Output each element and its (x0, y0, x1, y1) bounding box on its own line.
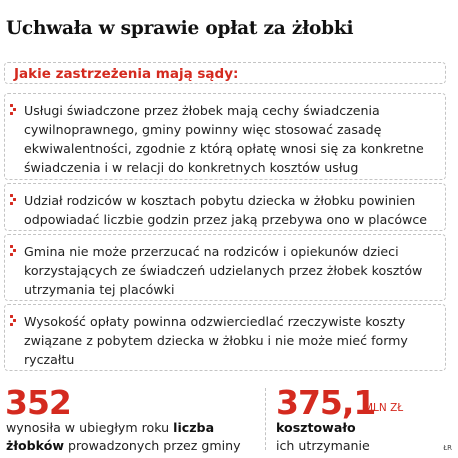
list-item (4, 234, 446, 301)
stat-gminy-bold-1: liczba (173, 420, 215, 435)
stat-cost-number: 375,1 (276, 383, 376, 422)
stat-gminy-bold-2: żłobków (6, 438, 64, 453)
stats-row (0, 384, 458, 458)
stats-divider (265, 388, 266, 450)
stat-gminy-description (6, 419, 264, 455)
author-credit: ŁR (443, 444, 452, 452)
stat-gminy-text-2: prowadzonych przez gminy (64, 438, 241, 453)
list-item (4, 93, 446, 180)
bullet-icon (10, 245, 18, 257)
bullet-icon (10, 194, 18, 206)
bullet-icon (10, 104, 18, 116)
stat-gminy-number: 352 (5, 383, 71, 422)
bullet-icon (10, 315, 18, 327)
stat-cost-text: ich utrzymanie (276, 438, 370, 453)
stat-cost-unit: MLN ZŁ (364, 402, 404, 414)
section-heading: Jakie zastrzeżenia mają sądy: (14, 66, 239, 82)
stat-gminy-text-1: wynosiła w ubiegłym roku (6, 420, 174, 435)
list-item (4, 304, 446, 371)
stat-cost-bold: kosztowało (276, 420, 356, 435)
header-box (4, 62, 446, 84)
list-item-text: Wysokość opłaty powinna odzwierciedlać rzeczywiste koszty związane z pobytem dziecka w żłobku i nie może mieć formy ryczałtu (24, 314, 408, 367)
list-item-text: Udział rodziców w kosztach pobytu dziecka w żłobku powinien odpowiadać liczbie godzin przez jaką przebywa ono w placówce (24, 193, 427, 227)
list-item-text: Gmina nie może przerzucać na rodziców i opiekunów dzieci korzystających ze świadczeń udzielanych przez żłobek kosztów utrzymania tej placówki (24, 244, 423, 297)
list-item-text: Usługi świadczone przez żłobek mają cechy świadczenia cywilnoprawnego, gminy powinny więc stosować zasadę ekwiwalentności, zgodnie z którą opłatę wnosi się za konkretne świadczenia i w relacji do konkretnych kosztów usług (24, 103, 424, 175)
list-item (4, 183, 446, 231)
stat-cost-description (276, 419, 446, 455)
page-title: Uchwała w sprawie opłat za żłobki (6, 18, 354, 39)
